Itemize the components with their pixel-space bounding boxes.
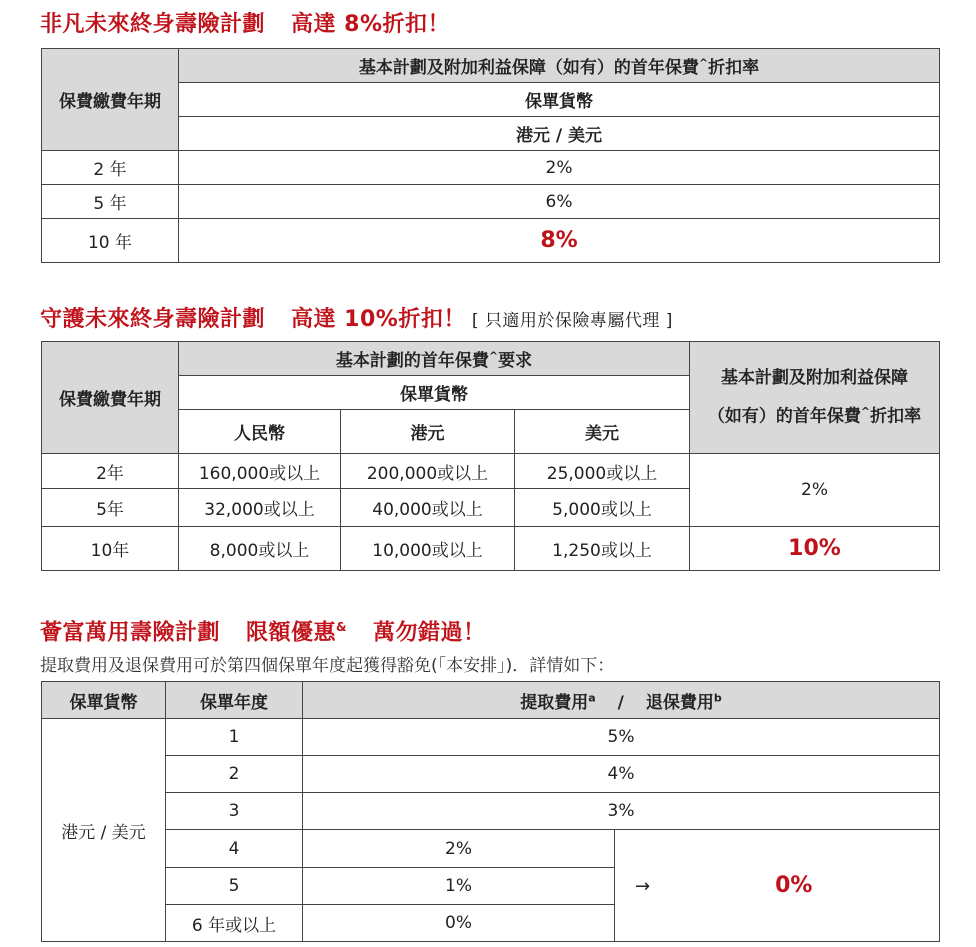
fee-cell: 5% [303, 719, 940, 756]
header-discount-line1: 基本計劃及附加利益保障 [721, 368, 909, 389]
period-cell: 5年 [42, 489, 179, 527]
section2-title-note: [ 只適用於保險專屬代理 ] [471, 311, 673, 331]
fee-cell: 4% [303, 756, 940, 793]
table-row [42, 719, 940, 756]
header-discount-rate [690, 342, 940, 454]
table-row [42, 151, 940, 185]
header-period: 保費繳費年期 [42, 49, 179, 151]
caret-mark: ^ [488, 349, 499, 363]
rate-cell: 2% [179, 151, 940, 185]
header-discount-line2: （如有）的首年保費 [707, 406, 861, 427]
rmb-cell: 32,000或以上 [179, 489, 341, 527]
section3-intro: 提取費用及退保費用可於第四個保單年度起獲得豁免(「本安排」)．詳情如下： [40, 656, 615, 676]
table-row [42, 527, 940, 571]
fee-cell: 0% [303, 905, 615, 942]
section3-title [40, 612, 486, 648]
header-fees [303, 682, 940, 719]
header-premium-requirement [179, 342, 690, 376]
section1-title [40, 10, 450, 40]
ampersand-mark: & [336, 620, 347, 634]
table-row [42, 830, 940, 868]
hkd-cell: 40,000或以上 [341, 489, 515, 527]
rmb-cell: 160,000或以上 [179, 454, 341, 489]
header-withdrawal-fee: 提取費用 [520, 692, 589, 713]
period-cell: 2年 [42, 454, 179, 489]
hkd-cell: 10,000或以上 [341, 527, 515, 571]
fee-cell: 1% [303, 868, 615, 905]
footnote-a-mark: a [588, 690, 596, 704]
period-cell: 2 年 [42, 151, 179, 185]
period-cell: 5 年 [42, 185, 179, 219]
section3-table [41, 681, 940, 942]
waived-fee-value: 0% [775, 873, 813, 898]
header-premium-requirement-suffix: 要求 [498, 351, 533, 371]
header-discount-rate-suffix: 折扣率 [708, 58, 760, 78]
header-currency: 保單貨幣 [42, 682, 166, 719]
header-hkd: 港元 [341, 410, 515, 454]
section2-title-text: 守護未來終身壽險計劃 [40, 307, 266, 332]
header-currency-value: 港元 / 美元 [179, 117, 940, 151]
rate-cell: 6% [179, 185, 940, 219]
table-row [42, 185, 940, 219]
period-cell: 10 年 [42, 219, 179, 263]
fee-cell: 3% [303, 793, 940, 830]
year-cell: 5 [166, 868, 303, 905]
slash-separator: / [617, 692, 624, 713]
section3-title-highlight2: 萬勿錯過！ [373, 620, 486, 646]
section2-title [40, 305, 673, 336]
usd-cell: 1,250或以上 [515, 527, 690, 571]
usd-cell: 5,000或以上 [515, 489, 690, 527]
year-cell: 4 [166, 830, 303, 868]
year-cell: 6 年或以上 [166, 905, 303, 942]
hkd-cell: 200,000或以上 [341, 454, 515, 489]
header-rmb: 人民幣 [179, 410, 341, 454]
header-discount-rate-text: 基本計劃及附加利益保障（如有）的首年保費 [358, 58, 699, 78]
waived-fee-cell [615, 830, 940, 942]
header-currency: 保單貨幣 [179, 376, 690, 410]
section1-title-highlight: 高達 8%折扣！ [291, 12, 451, 37]
header-year: 保單年度 [166, 682, 303, 719]
header-discount-rate [179, 49, 940, 83]
table-row [42, 793, 940, 830]
section2-table [41, 341, 940, 571]
usd-cell: 25,000或以上 [515, 454, 690, 489]
arrow-icon: → [635, 876, 651, 897]
header-currency: 保單貨幣 [179, 83, 940, 117]
table-row [42, 454, 940, 489]
section3-title-text: 薈富萬用壽險計劃 [40, 620, 221, 646]
table-row [42, 219, 940, 263]
caret-mark: ^ [698, 56, 709, 70]
header-surrender-fee: 退保費用 [645, 692, 714, 713]
currency-cell: 港元 / 美元 [42, 719, 166, 942]
header-period: 保費繳費年期 [42, 342, 179, 454]
footnote-b-mark: b [713, 690, 722, 704]
header-premium-requirement-text: 基本計劃的首年保費 [335, 351, 489, 371]
year-cell: 1 [166, 719, 303, 756]
section1-title-text: 非凡未來終身壽險計劃 [40, 12, 266, 37]
section1-table [41, 48, 940, 263]
section3-title-highlight: 限額優惠 [246, 620, 337, 646]
section2-title-highlight: 高達 10%折扣！ [291, 307, 466, 332]
table-row [42, 756, 940, 793]
rmb-cell: 8,000或以上 [179, 527, 341, 571]
header-usd: 美元 [515, 410, 690, 454]
year-cell: 3 [166, 793, 303, 830]
fee-cell: 2% [303, 830, 615, 868]
header-discount-suffix: 折扣率 [870, 406, 922, 427]
caret-mark: ^ [860, 405, 871, 419]
rate-cell: 2% [690, 454, 940, 527]
period-cell: 10年 [42, 527, 179, 571]
rate-cell-highlight: 10% [690, 527, 940, 571]
rate-cell-highlight: 8% [179, 219, 940, 263]
year-cell: 2 [166, 756, 303, 793]
